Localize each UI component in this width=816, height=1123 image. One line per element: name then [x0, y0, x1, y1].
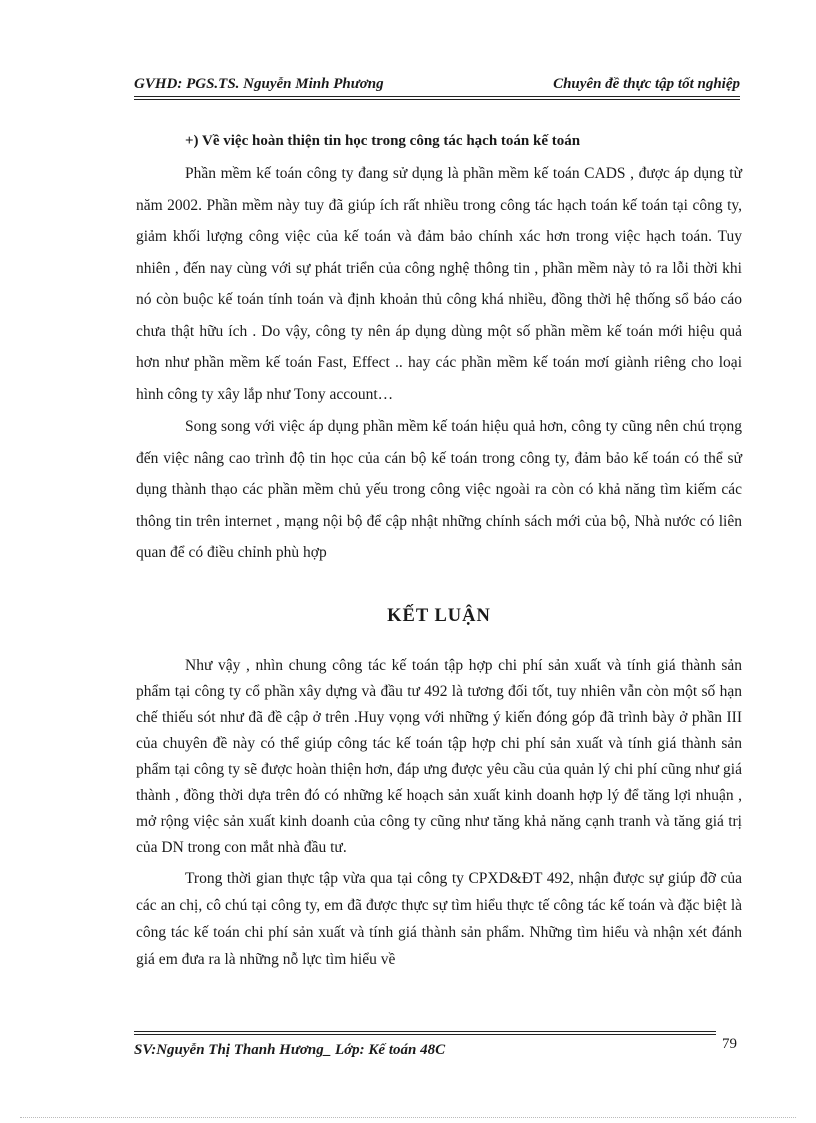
conclusion-paragraph: Trong thời gian thực tập vừa qua tại công ty CPXD&ĐT 492, nhận được sự giúp đỡ của các an chị, cô chú tại công ty, em đã được thực sự tìm hiểu thực tế công tác kế toán và đặc biệt là công tác kế toán chi phí sản xuất và tính giá thành sản phẩm. Những tìm hiểu và nhận xét đánh giá em đưa ra là những nỗ lực tìm hiểu về [136, 869, 742, 968]
page-number: 79 [722, 1036, 737, 1052]
page-header [134, 76, 740, 93]
header-report-title: Chuyên đề thực tập tốt nghiệp [553, 76, 740, 92]
header-rule [134, 96, 740, 97]
section-paragraph: Song song với việc áp dụng phần mềm kế toán hiệu quả hơn, công ty cũng nên chú trọng đến việc nâng cao trình độ tin học của cán bộ kế toán trong công ty, đảm bảo kế toán có thể sử dụng thành thạo các phần mềm chủ yếu trong công việc ngoài ra còn có khả năng tìm kiếm các thông tin trên internet , mạng nội bộ để cập nhật những chính sách mới của bộ, Nhà nước có liên quan để có điều chỉnh phù hợp [136, 418, 742, 561]
footer-rule-thin [134, 1034, 716, 1035]
section-paragraph: Phần mềm kế toán công ty đang sử dụng là phần mềm kế toán CADS , được áp dụng từ năm 2002. Phần mềm này tuy đã giúp ích rất nhiều trong công tác hạch toán kế toán tại công ty, giảm khối lượng công việc của kế toán và đảm bảo chính xác hơn trong việc hạch toán. Tuy nhiên , đến nay cùng với sự phát triển của công nghệ thông tin , phần mềm này tỏ ra lỗi thời khi nó còn buộc kế toán tính toán và định khoản thủ công khá nhiều, đồng thời hệ thống sổ báo cáo chưa thật hữu ích . Do vậy, công ty nên áp dụng dùng một số phần mềm kế toán mới hiệu quả hơn như phần mềm kế toán Fast, Effect .. hay các phần mềm kế toán mơí giành riêng cho loại hình công ty xây lắp như Tony account… [136, 165, 742, 403]
footer-rule [134, 1031, 716, 1032]
page-body [136, 124, 742, 973]
header-rule-thin [134, 99, 740, 100]
conclusion-paragraph: Như vậy , nhìn chung công tác kế toán tập hợp chi phí sản xuất và tính giá thành sản phẩm tại công ty cổ phần xây dựng và đầu tư 492 là tương đối tốt, tuy nhiên vẫn còn một số hạn chế thiếu sót như đã đề cập ở trên .Huy vọng với những ý kiến đóng góp đã trình bày ở phần III của chuyên đề này có thể giúp công tác kế toán tập hợp chi phí sản xuất và tính giá thành sản phẩm tại công ty sẽ được hoàn thiện hơn, đáp ưng được yêu cầu của quản lý chi phí cũng như giá thành , đồng thời dựa trên đó có những kế hoạch sản xuất kinh doanh hợp lý để tăng lợi nhuận , mở rộng việc sản xuất kinh doanh của công ty cũng như tăng khả năng cạnh tranh và tăng giá trị của DN trong con mắt nhà đầu tư. [136, 656, 742, 856]
header-advisor: GVHD: PGS.TS. Nguyễn Minh Phương [134, 76, 384, 92]
section-subheading: +) Về việc hoàn thiện tin học trong công tác hạch toán kế toán [185, 133, 581, 149]
conclusion-title: KẾT LUẬN [387, 605, 491, 626]
page-edge-dots [20, 1117, 796, 1118]
footer-student: SV:Nguyễn Thị Thanh Hương_ Lớp: Kế toán 48C [134, 1042, 446, 1058]
